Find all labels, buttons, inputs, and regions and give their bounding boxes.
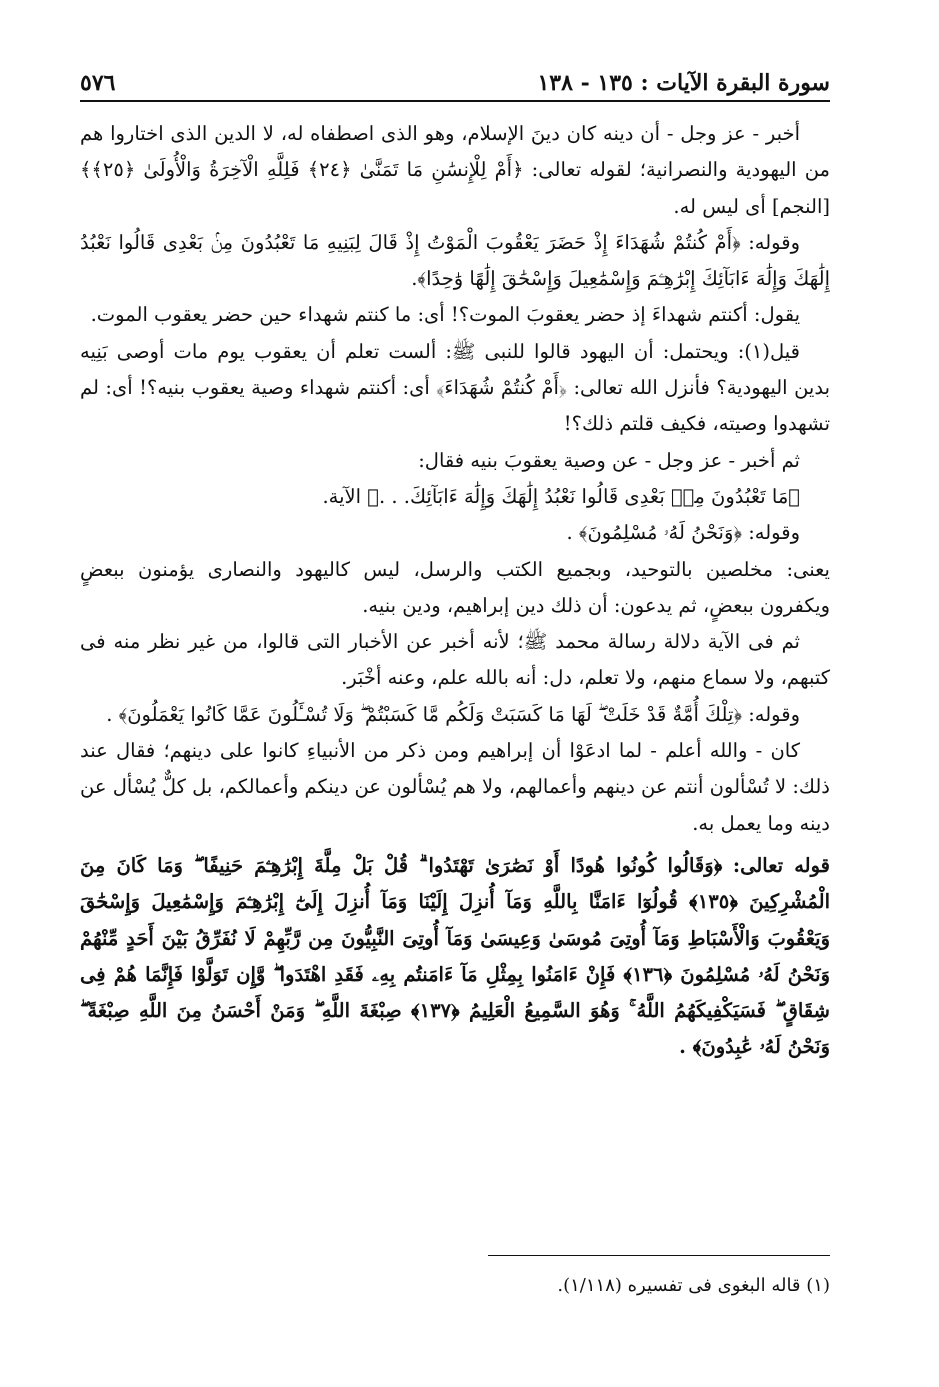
paragraph-1: أخبر - عز وجل - أن دينه كان دينَ الإسلام، وهو الذى اصطفاه له، لا الدين الذى اختاروا هم من اليهودية والنصرانية؛ لقوله تعالى: ﴿أَمْ لِلْإِنسَٰنِ مَا تَمَنَّىٰ ﴿٢٤﴾ فَلِلَّهِ الْآخِرَةُ وَالْأُولَىٰ ﴿٢٥﴾﴾ [النجم] أى ليس له. — [80, 122, 830, 218]
verse-lead: قوله تعالى: — [732, 853, 830, 877]
paragraph-5: ثم أخبر - عز وجل - عن وصية يعقوبَ بنيه فقال: — [418, 448, 800, 472]
main-text — [80, 116, 830, 1066]
chapter-title: سورة البقرة الآيات : ١٣٥ - ١٣٨ — [537, 70, 830, 96]
paragraph-11: كان - والله أعلم - لما ادعَوْا أن إبراهيم ومن ذكر من الأنبياءِ كانوا على دينهم؛ فقال عند ذلك: لا تُسْألون أنتم عن دينهم وأعمالهم، ولا هم يُسْألون عن دينكم وأعمالكم، بل كلٌّ يُسْأل عن دينه وما يعمل به. — [80, 739, 830, 835]
page-number: ٥٧٦ — [80, 70, 116, 96]
footnote: (١) قاله البغوى فى تفسيره (١/١١٨). — [557, 1275, 830, 1296]
footnote-divider — [488, 1255, 830, 1256]
verse-block — [80, 848, 830, 1066]
paragraph-9: ثم فى الآية دلالة رسالة محمد ﷺ؛ لأنه أخبر عن الأخبار التى قالوا، من غير نظر منه فى كتبهم، ولا سماع منهم، ولا تعلم، دل: أنه بالله علم، وعنه أخْبَر. — [80, 630, 830, 690]
paragraph-6: ﴿مَا تَعْبُدُونَ مِنۢ بَعْدِى قَالُوا نَعْبُدُ إِلَٰهَكَ وَإِلَٰهَ ءَابَآئِكَ. . .﴾ الآية. — [322, 484, 800, 508]
paragraph-10: وقوله: ﴿تِلْكَ أُمَّةٌ قَدْ خَلَتْ ۖ لَهَا مَا كَسَبَتْ وَلَكُم مَّا كَسَبْتُمْ ۖ وَلَا تُسْـَٔلُونَ عَمَّا كَانُوا يَعْمَلُونَ﴾ . — [106, 702, 800, 726]
paragraph-3: يقول: أكنتم شهداءَ إذ حضر يعقوبَ الموت؟! أى: ما كنتم شهداء حين حضر يعقوب الموت. — [90, 303, 800, 327]
verse-text: ﴿وَقَالُوا كُونُوا هُودًا أَوْ نَصَٰرَىٰ تَهْتَدُوا ۗ قُلْ بَلْ مِلَّةَ إِبْرَٰهِـۧمَ حَنِيفًا ۖ وَمَا كَانَ مِنَ الْمُشْرِكِينَ ﴿١٣٥﴾ قُولُوٓا ءَامَنَّا بِاللَّهِ وَمَآ أُنزِلَ إِلَيْنَا وَمَآ أُنزِلَ إِلَىٰٓ إِبْرَٰهِـۧمَ وَإِسْمَٰعِيلَ وَإِسْحَٰقَ وَيَعْقُوبَ وَالْأَسْبَاطِ وَمَآ أُوتِىَ مُوسَىٰ وَعِيسَىٰ وَمَآ أُوتِىَ النَّبِيُّونَ مِن رَّبِّهِمْ لَا نُفَرِّقُ بَيْنَ أَحَدٍ مِّنْهُمْ وَنَحْنُ لَهُۥ مُسْلِمُونَ ﴿١٣٦﴾ فَإِنْ ءَامَنُوا بِمِثْلِ مَآ ءَامَنتُم بِهِۦ فَقَدِ اهْتَدَوا ۖ وَّإِن تَوَلَّوْا فَإِنَّمَا هُمْ فِى شِقَاقٍ ۖ فَسَيَكْفِيكَهُمُ اللَّهُ ۚ وَهُوَ السَّمِيعُ الْعَلِيمُ ﴿١٣٧﴾ صِبْغَةَ اللَّهِ ۖ وَمَنْ أَحْسَنُ مِنَ اللَّهِ صِبْغَةً ۖ وَنَحْنُ لَهُۥ عَٰبِدُونَ﴾ . — [80, 853, 830, 1059]
paragraph-2: وقوله: ﴿أَمْ كُنتُمْ شُهَدَاءَ إِذْ حَضَرَ يَعْقُوبَ الْمَوْتُ إِذْ قَالَ لِبَنِيهِ مَا تَعْبُدُونَ مِنۢ بَعْدِى قَالُوا نَعْبُدُ إِلَٰهَكَ وَإِلَٰهَ ءَابَآئِكَ إِبْرَٰهِـۧمَ وَإِسْمَٰعِيلَ وَإِسْحَٰقَ إِلَٰهًا وَٰحِدًا﴾. — [80, 230, 830, 291]
paragraph-4: قيل(١): ويحتمل: أن اليهود قالوا للنبى ﷺ: ألست تعلم أن يعقوب يوم مات أوصى بَنِيه بدين اليهودية؟ فأنزل الله تعالى: ﴿أَمْ كُنتُمْ شُهَدَاءَ﴾ أى: أكنتم شهداء وصية يعقوب بنيه؟! أى: لم تشهدوا وصيته، فكيف قلتم ذلك؟! — [80, 339, 830, 436]
page-header — [80, 56, 830, 102]
paragraph-7: وقوله: ﴿وَنَحْنُ لَهُۥ مُسْلِمُونَ﴾ . — [566, 521, 800, 545]
paragraph-8: يعنى: مخلصين بالتوحيد، وبجميع الكتب والرسل، ليس كاليهود والنصارى يؤمنون ببعضٍ ويكفرون ببعضٍ، ثم يدعون: أن ذلك دين إبراهيم، ودين بنيه. — [80, 557, 830, 617]
